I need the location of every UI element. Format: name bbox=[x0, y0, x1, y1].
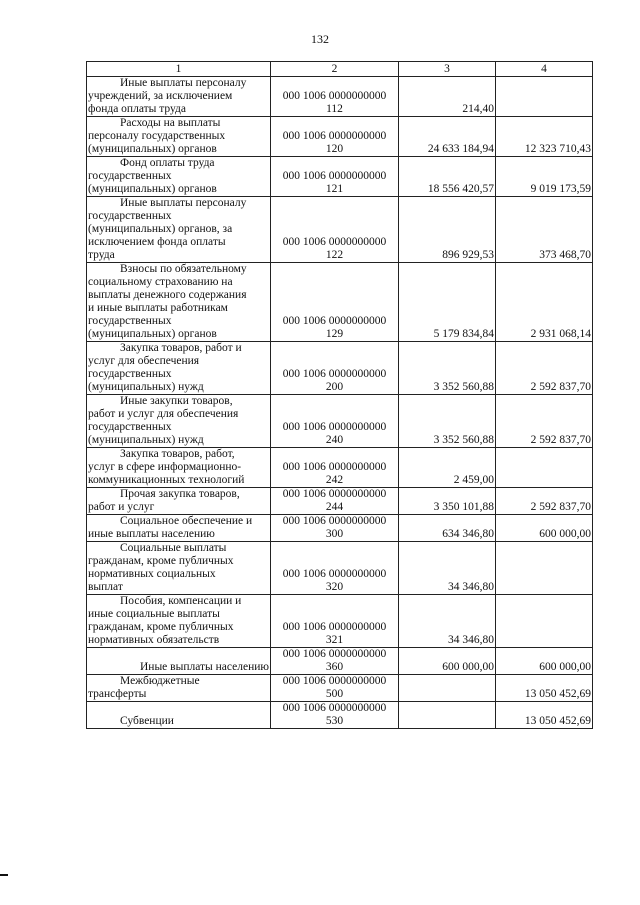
row-code-line: 122 bbox=[325, 249, 344, 261]
row-description bbox=[87, 702, 271, 729]
row-description bbox=[87, 77, 271, 117]
row-code-line: 000 1006 0000000000 bbox=[282, 515, 387, 527]
row-description-line: гражданам, кроме публичных bbox=[88, 555, 234, 567]
row-code-line: 000 1006 0000000000 bbox=[282, 675, 387, 687]
row-amount-col4: 2 592 837,70 bbox=[496, 395, 593, 448]
row-description bbox=[87, 395, 271, 448]
row-description-line: Взносы по обязательному bbox=[120, 263, 247, 275]
row-amount-col3: 5 179 834,84 bbox=[399, 263, 496, 342]
row-description-line: Иные выплаты персоналу bbox=[120, 197, 247, 209]
row-code-line: 121 bbox=[325, 183, 344, 195]
row-description-line: услуг для обеспечения bbox=[88, 355, 200, 367]
table-row bbox=[87, 488, 593, 515]
row-code bbox=[271, 648, 399, 675]
table-row bbox=[87, 395, 593, 448]
row-amount-col3: 34 346,80 bbox=[399, 542, 496, 595]
row-description-line: трансферты bbox=[88, 688, 147, 700]
row-code bbox=[271, 263, 399, 342]
table-row bbox=[87, 117, 593, 157]
row-description-line: выплат bbox=[88, 581, 123, 593]
row-description-line: (муниципальных) органов, за bbox=[88, 223, 233, 235]
row-code-line: 240 bbox=[325, 434, 344, 446]
row-code bbox=[271, 515, 399, 542]
row-code-line: 000 1006 0000000000 bbox=[282, 90, 387, 102]
row-amount-col4 bbox=[496, 448, 593, 488]
row-description-line: коммуникационных технологий bbox=[88, 474, 245, 486]
row-code-line: 242 bbox=[325, 474, 344, 486]
row-code-line: 000 1006 0000000000 bbox=[282, 368, 387, 380]
row-code-line: 000 1006 0000000000 bbox=[282, 621, 387, 633]
row-code-line: 320 bbox=[325, 581, 344, 593]
row-code-line: 360 bbox=[325, 661, 344, 673]
row-description bbox=[87, 515, 271, 542]
row-description-line: работ и услуг для обеспечения bbox=[88, 408, 239, 420]
row-amount-col4: 13 050 452,69 bbox=[496, 675, 593, 702]
row-code bbox=[271, 542, 399, 595]
row-code bbox=[271, 197, 399, 263]
row-description-line: Иные закупки товаров, bbox=[120, 395, 233, 407]
row-amount-col3: 634 346,80 bbox=[399, 515, 496, 542]
row-description-line: Социальные выплаты bbox=[120, 542, 227, 554]
table-row bbox=[87, 157, 593, 197]
row-description bbox=[87, 197, 271, 263]
row-amount-col4: 12 323 710,43 bbox=[496, 117, 593, 157]
row-description-line: Закупка товаров, работ, bbox=[120, 448, 235, 460]
row-description-line: и иные выплаты работникам bbox=[88, 302, 228, 314]
row-code-line: 321 bbox=[325, 634, 344, 646]
row-description-line: государственных bbox=[88, 421, 172, 433]
row-amount-col4: 600 000,00 bbox=[496, 515, 593, 542]
row-description bbox=[87, 648, 271, 675]
row-code-line: 000 1006 0000000000 bbox=[282, 421, 387, 433]
column-header: 2 bbox=[271, 62, 399, 77]
row-code bbox=[271, 395, 399, 448]
row-code bbox=[271, 448, 399, 488]
column-header: 1 bbox=[87, 62, 271, 77]
row-amount-col3: 600 000,00 bbox=[399, 648, 496, 675]
row-description-line: (муниципальных) нужд bbox=[88, 381, 204, 393]
row-description-line: нормативных социальных bbox=[88, 568, 216, 580]
row-code-line: 112 bbox=[326, 103, 343, 115]
row-description-line: иные социальные выплаты bbox=[88, 608, 220, 620]
row-description-line: Закупка товаров, работ и bbox=[120, 342, 242, 354]
row-amount-col4: 373 468,70 bbox=[496, 197, 593, 263]
row-description bbox=[87, 263, 271, 342]
row-amount-col4: 600 000,00 bbox=[496, 648, 593, 675]
row-amount-col3: 2 459,00 bbox=[399, 448, 496, 488]
row-code-line: 000 1006 0000000000 bbox=[282, 170, 387, 182]
row-amount-col3: 24 633 184,94 bbox=[399, 117, 496, 157]
row-code bbox=[271, 77, 399, 117]
row-code-line: 000 1006 0000000000 bbox=[282, 488, 387, 500]
row-description-line: иные выплаты населению bbox=[88, 528, 215, 540]
row-code bbox=[271, 702, 399, 729]
row-amount-col3 bbox=[399, 702, 496, 729]
row-description-line: Пособия, компенсации и bbox=[120, 595, 242, 607]
row-amount-col3: 18 556 420,57 bbox=[399, 157, 496, 197]
row-description-line: учреждений, за исключением bbox=[88, 90, 233, 102]
row-description-line: фонда оплаты труда bbox=[88, 103, 187, 115]
row-description bbox=[87, 675, 271, 702]
column-header: 4 bbox=[496, 62, 593, 77]
row-amount-col3: 34 346,80 bbox=[399, 595, 496, 648]
row-amount-col4: 2 592 837,70 bbox=[496, 342, 593, 395]
row-description bbox=[87, 488, 271, 515]
budget-table-body bbox=[87, 62, 593, 729]
row-description-line: государственных bbox=[88, 368, 172, 380]
table-row bbox=[87, 515, 593, 542]
row-code bbox=[271, 595, 399, 648]
row-description-line: персоналу государственных bbox=[88, 130, 226, 142]
row-description-line: исключением фонда оплаты bbox=[88, 236, 226, 248]
row-amount-col4: 2 931 068,14 bbox=[496, 263, 593, 342]
row-description bbox=[87, 595, 271, 648]
table-row bbox=[87, 542, 593, 595]
row-description-line: Фонд оплаты труда bbox=[120, 157, 215, 169]
row-code-line: 000 1006 0000000000 bbox=[282, 648, 387, 660]
row-code-line: 000 1006 0000000000 bbox=[282, 236, 387, 248]
row-code-line: 200 bbox=[325, 381, 344, 393]
row-description-line: Иные выплаты населению bbox=[140, 661, 269, 673]
row-code bbox=[271, 342, 399, 395]
row-description bbox=[87, 542, 271, 595]
row-amount-col4: 13 050 452,69 bbox=[496, 702, 593, 729]
row-description-line: Межбюджетные bbox=[120, 675, 200, 687]
row-code-line: 500 bbox=[325, 688, 344, 700]
row-description-line: Субвенции bbox=[120, 715, 174, 727]
row-description-line: Расходы на выплаты bbox=[120, 117, 221, 129]
table-row bbox=[87, 595, 593, 648]
row-code-line: 000 1006 0000000000 bbox=[282, 315, 387, 327]
column-header: 3 bbox=[399, 62, 496, 77]
table-row bbox=[87, 197, 593, 263]
row-amount-col4 bbox=[496, 77, 593, 117]
row-amount-col4 bbox=[496, 542, 593, 595]
row-amount-col3 bbox=[399, 675, 496, 702]
row-description-line: (муниципальных) органов bbox=[88, 183, 217, 195]
row-description-line: государственных bbox=[88, 315, 172, 327]
row-code-line: 120 bbox=[325, 143, 344, 155]
row-description-line: труда bbox=[88, 249, 115, 261]
row-amount-col3: 3 350 101,88 bbox=[399, 488, 496, 515]
row-description-line: государственных bbox=[88, 170, 172, 182]
row-description-line: работ и услуг bbox=[88, 501, 155, 513]
table-row bbox=[87, 77, 593, 117]
table-row bbox=[87, 702, 593, 729]
row-description-line: (муниципальных) органов bbox=[88, 143, 217, 155]
table-row bbox=[87, 342, 593, 395]
row-description bbox=[87, 157, 271, 197]
row-amount-col3: 3 352 560,88 bbox=[399, 395, 496, 448]
row-code bbox=[271, 157, 399, 197]
budget-table bbox=[86, 61, 593, 729]
row-description-line: Прочая закупка товаров, bbox=[120, 488, 240, 500]
row-description-line: государственных bbox=[88, 210, 172, 222]
row-code bbox=[271, 488, 399, 515]
row-code bbox=[271, 675, 399, 702]
row-code-line: 000 1006 0000000000 bbox=[282, 702, 387, 714]
row-description-line: Иные выплаты персоналу bbox=[120, 77, 247, 89]
table-row bbox=[87, 263, 593, 342]
row-code-line: 129 bbox=[325, 328, 344, 340]
row-code-line: 244 bbox=[325, 501, 344, 513]
row-code-line: 530 bbox=[325, 715, 344, 727]
row-amount-col4: 2 592 837,70 bbox=[496, 488, 593, 515]
table-row bbox=[87, 448, 593, 488]
row-description-line: (муниципальных) органов bbox=[88, 328, 217, 340]
row-description bbox=[87, 342, 271, 395]
table-header-row bbox=[87, 62, 593, 77]
margin-mark bbox=[0, 874, 8, 876]
row-amount-col4: 9 019 173,59 bbox=[496, 157, 593, 197]
row-description-line: нормативных обязательств bbox=[88, 634, 220, 646]
row-description-line: услуг в сфере информационно- bbox=[88, 461, 242, 473]
row-amount-col3: 214,40 bbox=[399, 77, 496, 117]
row-amount-col4 bbox=[496, 595, 593, 648]
row-amount-col3: 896 929,53 bbox=[399, 197, 496, 263]
row-description-line: гражданам, кроме публичных bbox=[88, 621, 234, 633]
row-code-line: 300 bbox=[325, 528, 344, 540]
row-amount-col3: 3 352 560,88 bbox=[399, 342, 496, 395]
page-number: 132 bbox=[311, 32, 329, 46]
row-description-line: (муниципальных) нужд bbox=[88, 434, 204, 446]
row-description-line: Социальное обеспечение и bbox=[120, 515, 253, 527]
row-description-line: выплаты денежного содержания bbox=[88, 289, 247, 301]
row-code-line: 000 1006 0000000000 bbox=[282, 461, 387, 473]
row-description bbox=[87, 448, 271, 488]
table-row bbox=[87, 648, 593, 675]
row-code-line: 000 1006 0000000000 bbox=[282, 130, 387, 142]
row-code-line: 000 1006 0000000000 bbox=[282, 568, 387, 580]
row-code bbox=[271, 117, 399, 157]
table-row bbox=[87, 675, 593, 702]
row-description bbox=[87, 117, 271, 157]
row-description-line: социальному страхованию на bbox=[88, 276, 233, 288]
